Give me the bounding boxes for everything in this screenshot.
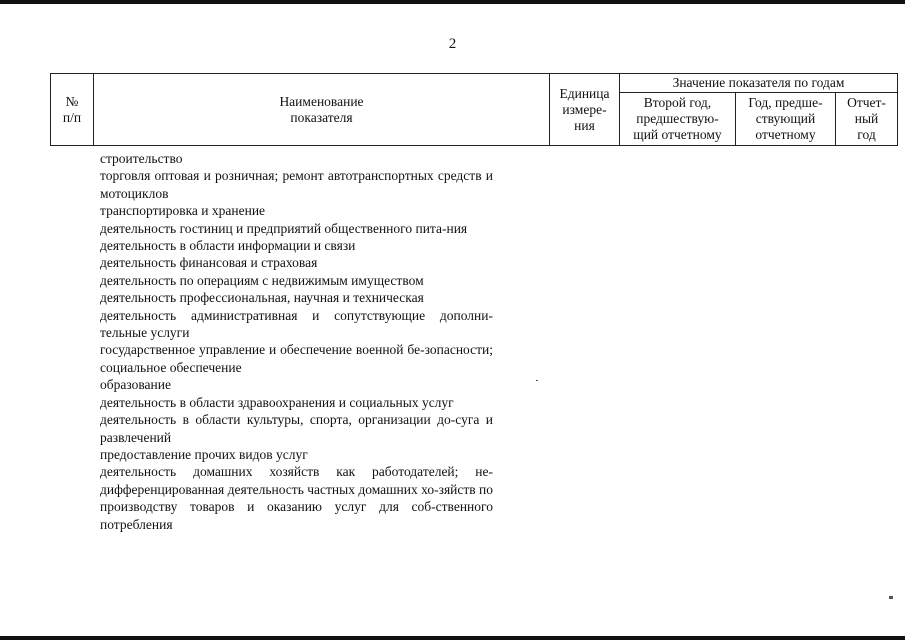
list-item: предоставление прочих видов услуг xyxy=(100,446,308,462)
list-item: государственное управление и обеспечение военной бе-зопасности; социальное обеспечение xyxy=(100,342,493,375)
header-col-report-year: Отчет- ный год xyxy=(836,93,898,146)
scan-speck xyxy=(889,596,893,599)
list-item: деятельность финансовая и страховая xyxy=(100,255,318,271)
list-item: строительство xyxy=(100,151,183,166)
header-col-name: Наименование показателя xyxy=(94,74,550,146)
header-col-unit: Единица измере- ния xyxy=(550,74,620,146)
list-item: деятельность гостиниц и предприятий общественного пита-ния xyxy=(100,220,468,236)
list-item: деятельность административная и сопутствующие дополни-тельные услуги xyxy=(100,307,493,341)
header-col-number: № п/п xyxy=(51,74,94,146)
list-item: деятельность в области культуры, спорта, организации до-суга и развлечений xyxy=(100,412,493,445)
indicator-list xyxy=(100,150,493,533)
header-values-by-year: Значение показателя по годам xyxy=(620,74,898,93)
scan-edge-top xyxy=(0,0,905,4)
list-item: образование xyxy=(100,377,171,393)
list-item: торговля оптовая и розничная; ремонт автотранспортных средств и мотоциклов xyxy=(100,168,493,201)
page-number: 2 xyxy=(448,36,457,52)
list-item: деятельность профессиональная, научная и техническая xyxy=(100,290,424,306)
header-col-previous-year: Год, предше- ствующий отчетному xyxy=(736,93,836,146)
list-item: деятельность домашних хозяйств как работодателей; не-дифференцированная деятельность частных домашних хо-зяйств по производству товаров и оказанию услуг для соб-ственного потребления xyxy=(100,464,493,532)
list-item: деятельность в области здравоохранения и социальных услуг xyxy=(100,394,454,410)
scan-speck xyxy=(536,380,538,381)
list-item: деятельность по операциям с недвижимым имуществом xyxy=(100,272,424,288)
indicator-table-header xyxy=(50,73,898,146)
header-col-second-year: Второй год, предшествую- щий отчетному xyxy=(620,93,736,146)
list-item: транспортировка и хранение xyxy=(100,203,266,219)
scan-edge-bottom xyxy=(0,636,905,640)
list-item: деятельность в области информации и связи xyxy=(100,238,356,254)
